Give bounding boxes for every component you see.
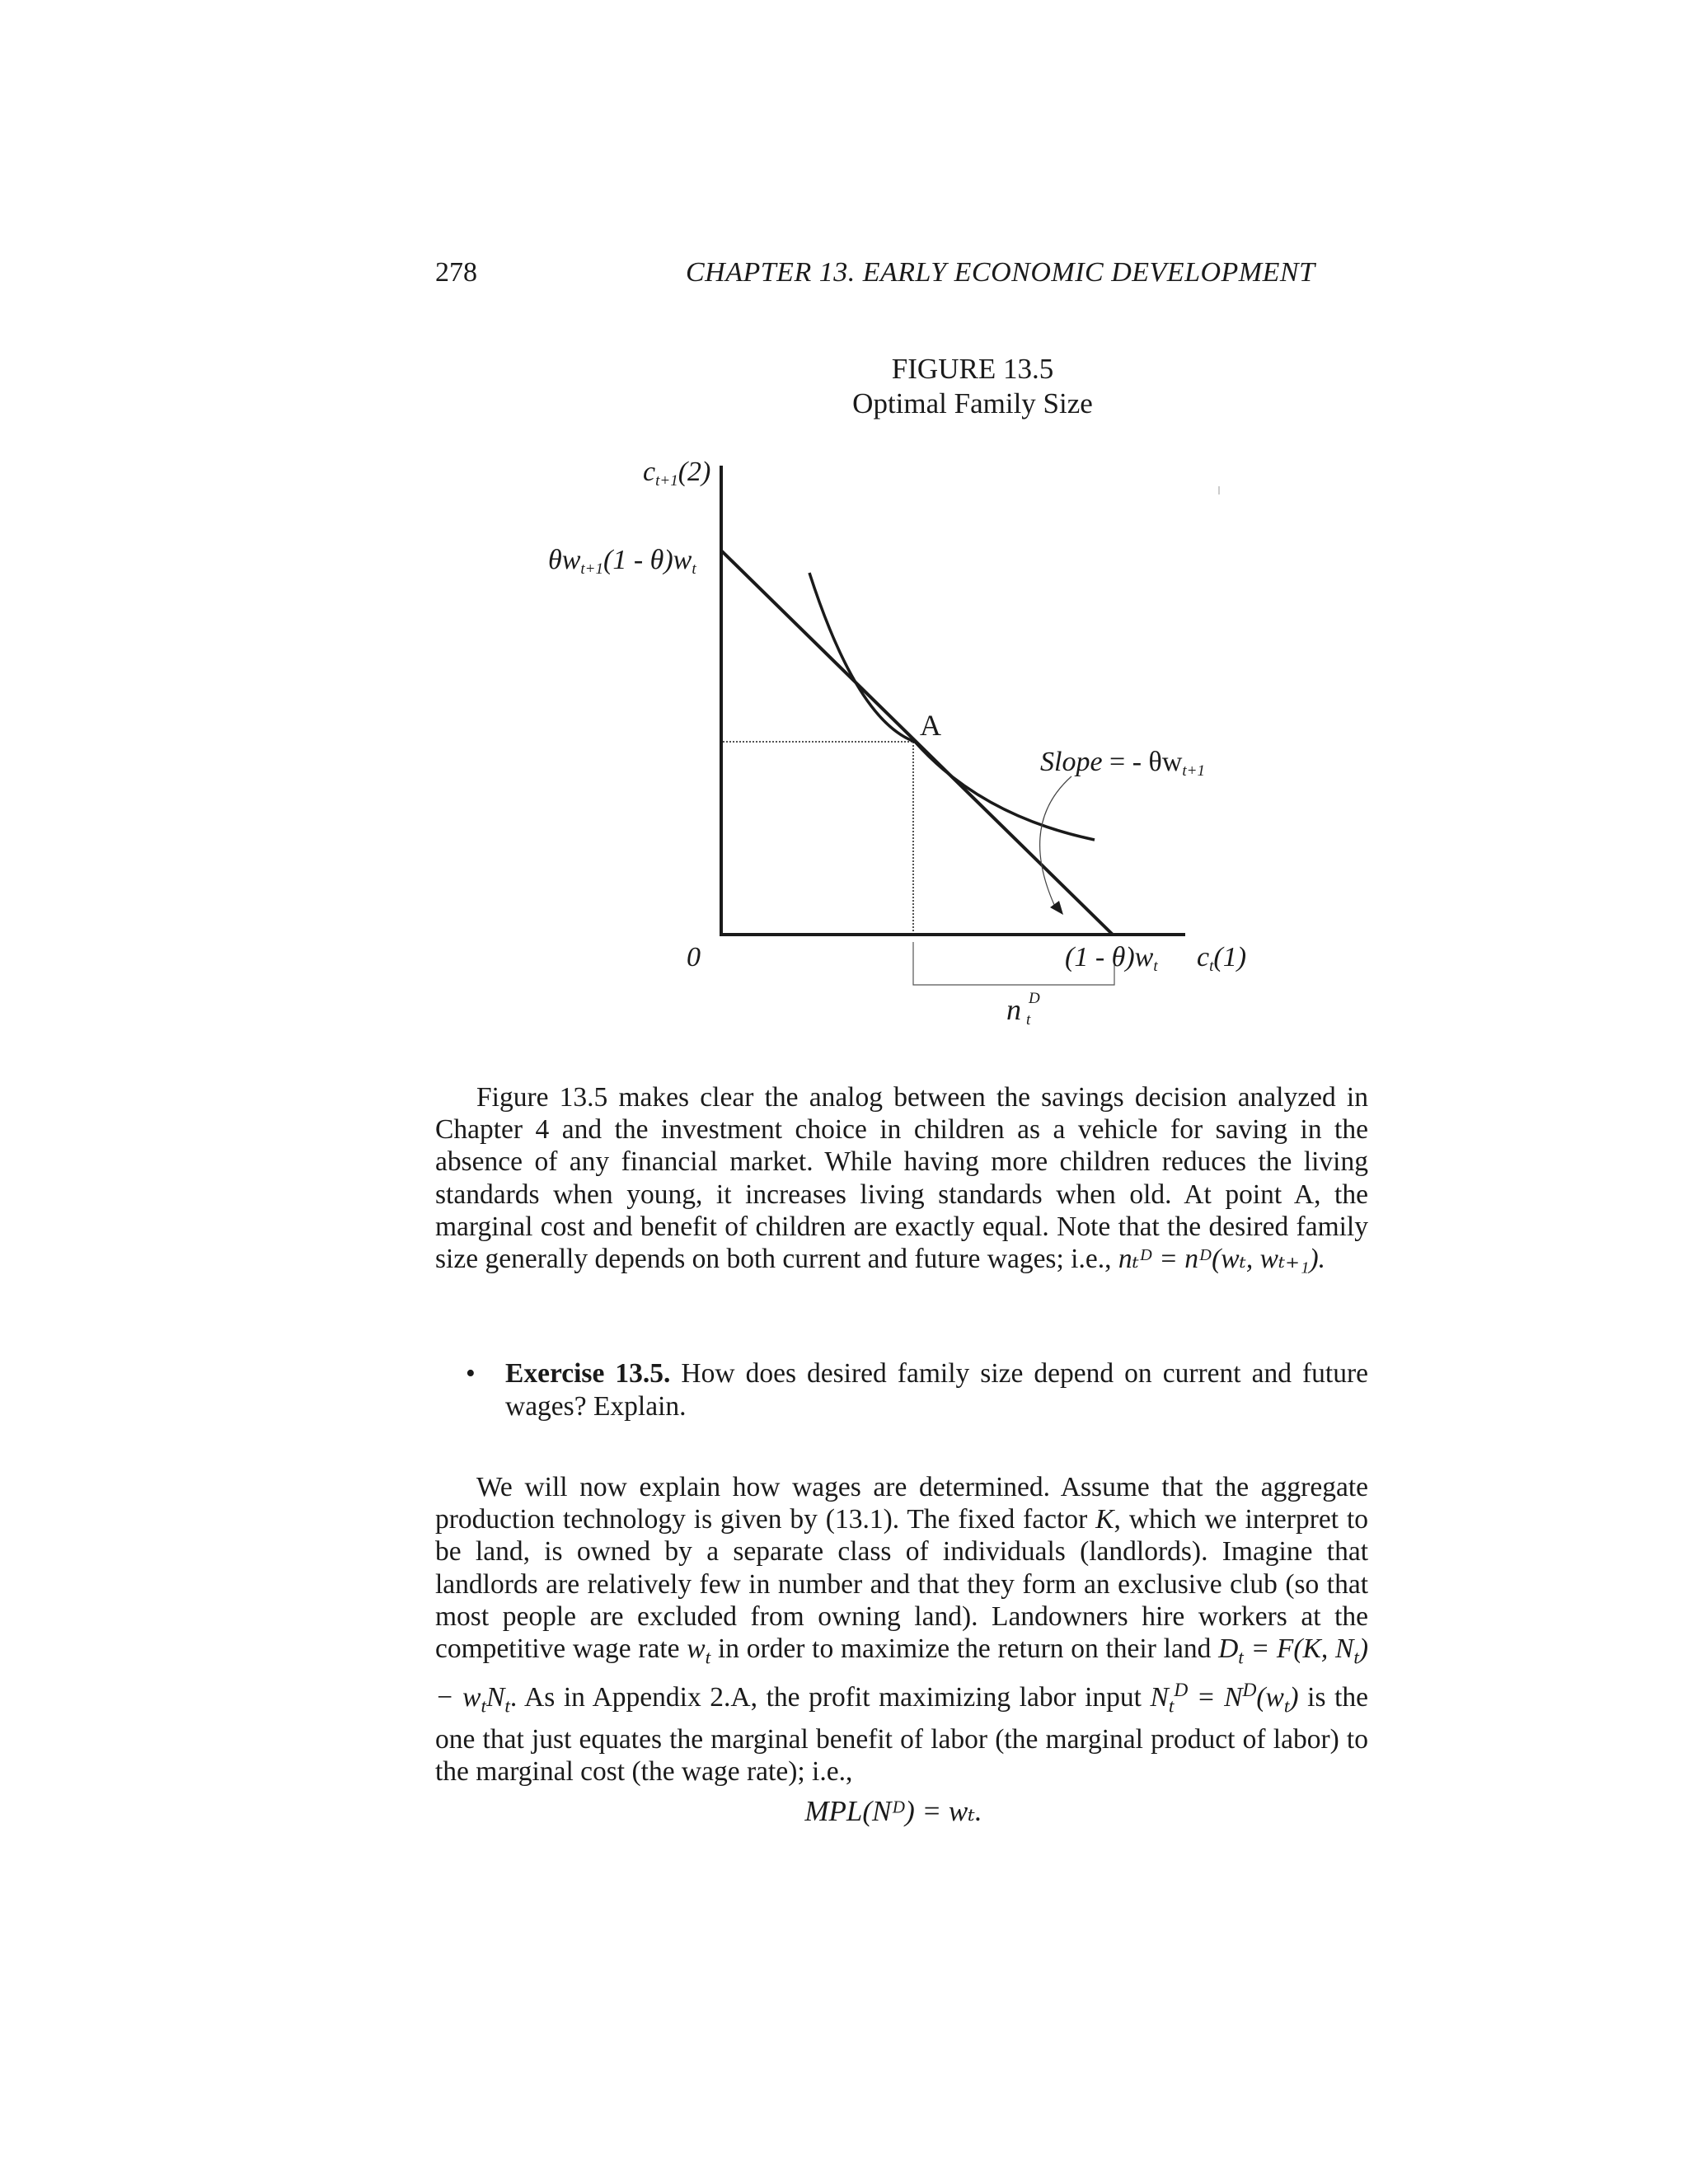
y-intercept-label: θwt+1(1 - θ)wt: [548, 545, 696, 578]
exercise-item: [466, 1357, 1368, 1423]
page-number: 278: [435, 257, 477, 288]
point-a-label: A: [920, 709, 941, 742]
x-intercept-label: (1 - θ)wt: [1065, 942, 1158, 975]
slope-arrowhead: [1050, 901, 1063, 915]
slope-label: Slope = - θwt+1: [1040, 747, 1205, 780]
paragraph-2: We will now explain how wages are determined. Assume that the aggregate production technology is given by (13.1). The fixed factor K, which we interpret to be land, is owned by a separate class of individuals (landlords). Imagine that landlords are relatively few in number and that they form an exclusive club (so that most people are excluded from owning land). Landowners hire workers at the competitive wage rate $w_t$ in order to maximize the return on their land $D_t = F(K$, $N_t) - w_tN_t$. As in Appendix 2.A, the profit maximizing labor input $N_t^D = N^D(w_t)$ is the one that just equates the marginal benefit of labor (the marginal product of labor) to the marginal cost (the wage rate); i.e.,: [435, 1472, 1369, 1788]
exercise-label: Exercise 13.5.: [505, 1358, 671, 1389]
chapter-title: CHAPTER 13. EARLY ECONOMIC DEVELOPMENT: [686, 257, 1315, 288]
figure-diagram: [0, 0, 1688, 1071]
n-label: n: [1006, 993, 1021, 1026]
n-sup: D: [1029, 990, 1040, 1007]
bullet: •: [466, 1358, 476, 1389]
y-axis-label: ct+1(2): [643, 457, 711, 490]
equation: MPL(Nᴰ) = wₜ.: [804, 1795, 982, 1827]
figure-name: Optimal Family Size: [852, 387, 1093, 419]
figure-number: FIGURE 13.5: [891, 353, 1054, 385]
paragraph-1: Figure 13.5 makes clear the analog between the savings decision analyzed in Chapter 4 and the investment choice in children as a vehicle for saving in the absence of any financial market. While having more children reduces the living standards when young, it increases living standards when old. At point A, the marginal cost and benefit of children are exactly equal. Note that the desired family size generally depends on both current and future wages; i.e., nₜᴰ = nᴰ(wₜ, wₜ₊₁).: [435, 1082, 1368, 1275]
origin-label: 0: [687, 942, 701, 972]
x-axis-label: ct(1): [1197, 942, 1247, 975]
slope-arrow-curve: [1040, 776, 1071, 907]
exercise-text: How does desired family size depend on current and future wages? Explain.: [505, 1358, 1369, 1422]
n-sub: t: [1026, 1011, 1031, 1029]
